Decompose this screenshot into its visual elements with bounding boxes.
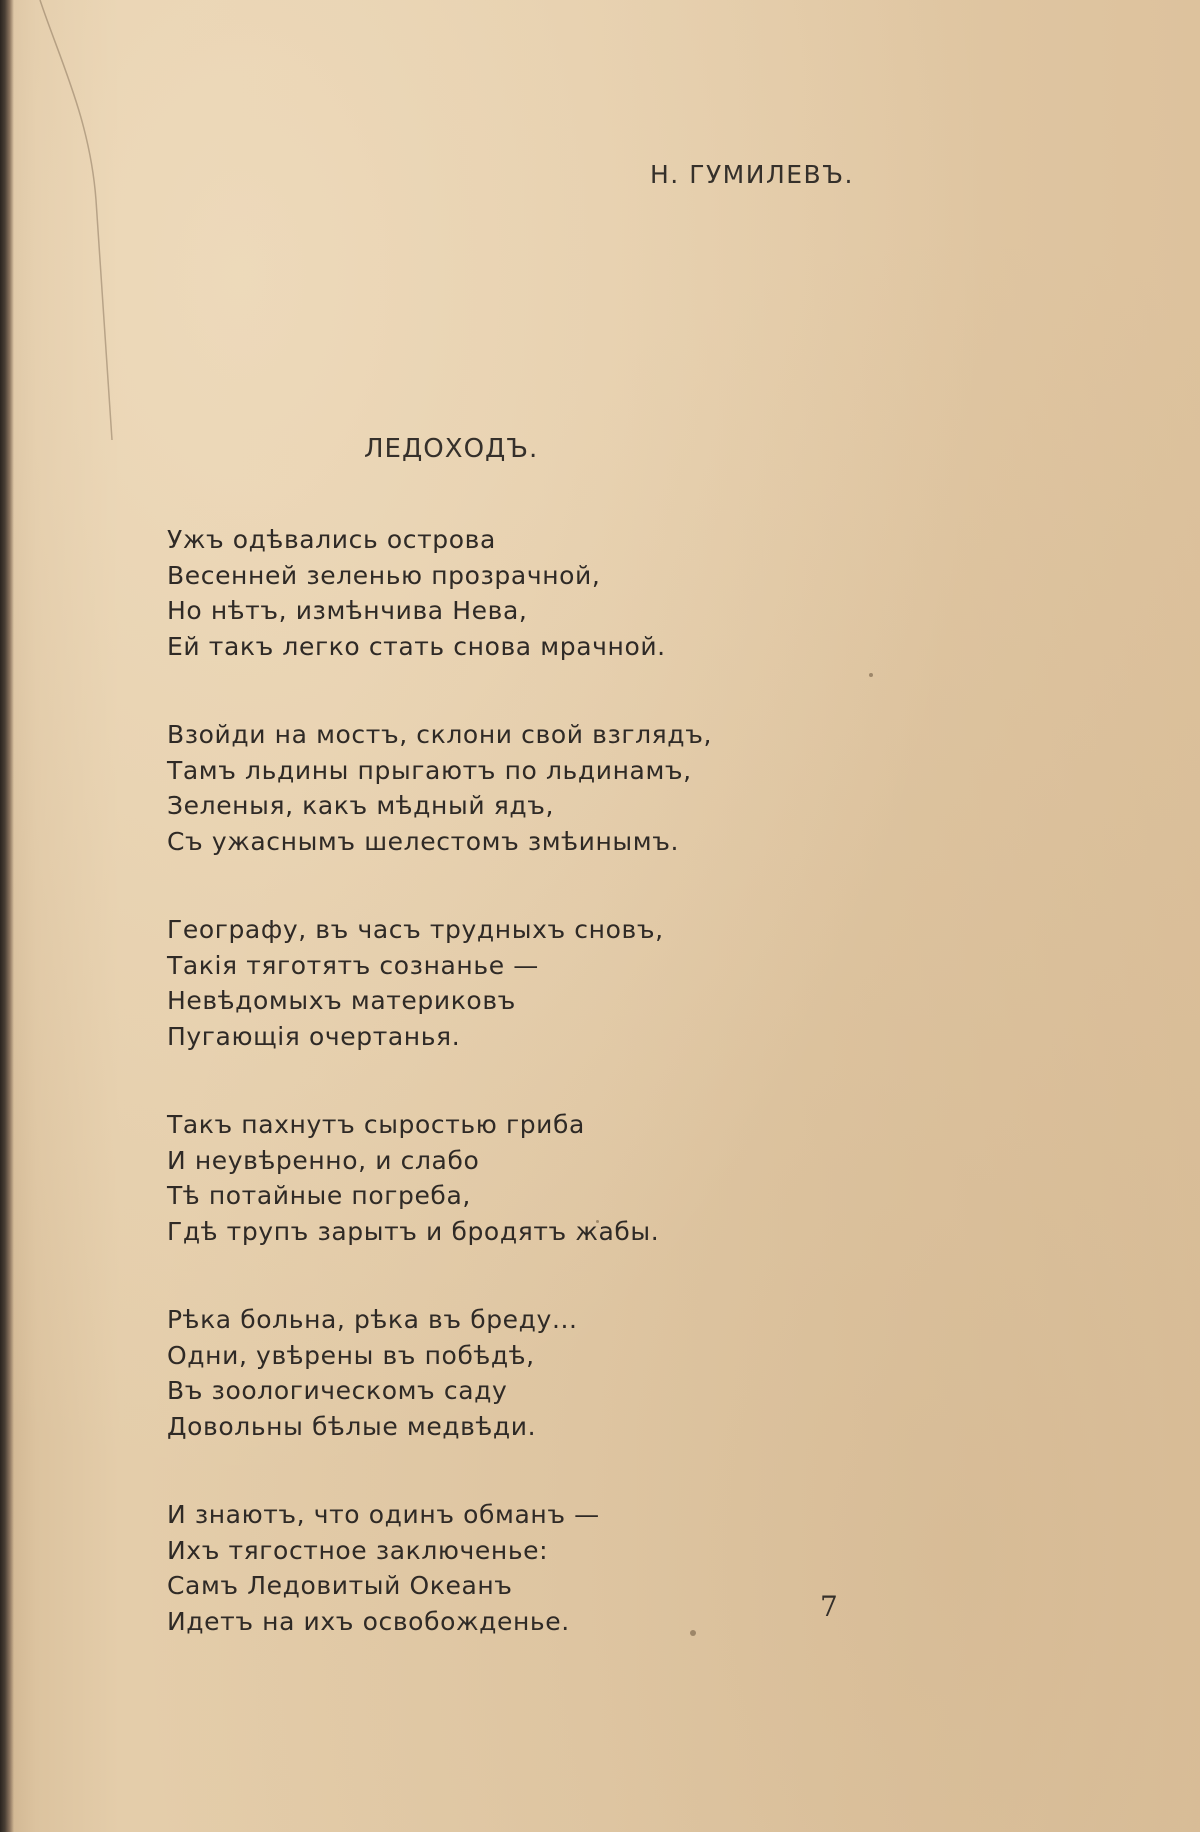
poem-line: Невѣдомыхъ материковъ (167, 986, 516, 1015)
poem-line: Тѣ потайные погреба, (167, 1181, 471, 1210)
poem-line: Такъ пахнутъ сыростью гриба (167, 1110, 585, 1139)
page-crease (0, 0, 140, 460)
poem-line: Съ ужаснымъ шелестомъ змѣинымъ. (167, 826, 680, 856)
stanza (167, 1497, 1067, 1639)
poem-line: Довольны бѣлые медвѣди. (167, 1411, 537, 1441)
poem-line: Рѣка больна, рѣка въ бреду... (167, 1305, 578, 1334)
poem-line: Весенней зеленью прозрачной, (167, 560, 601, 590)
poem-line: Идетъ на ихъ освобожденье. (167, 1606, 570, 1636)
author-name: Н. ГУМИЛЕВЪ. (650, 160, 854, 189)
poem-line: И знаютъ, что одинъ обманъ — (167, 1500, 600, 1529)
poem-line: Въ зоологическомъ саду (167, 1376, 508, 1405)
poem-title: ЛЕДОХОДЪ. (364, 434, 539, 464)
paper-speck (690, 1630, 696, 1636)
poem-line: Ей такъ легко стать снова мрачной. (167, 631, 666, 661)
poem-line: Одни, увѣрены въ побѣдѣ, (167, 1340, 535, 1370)
stanza (167, 912, 1067, 1054)
poem-line: Ихъ тягостное заключенье: (167, 1535, 549, 1565)
poem-line: И неувѣренно, и слабо (167, 1145, 480, 1175)
paper-speck (596, 1220, 599, 1223)
poem-body (167, 522, 1067, 1692)
page-number: 7 (820, 1590, 838, 1623)
stanza (167, 522, 1067, 664)
poem-line: Зеленыя, какъ мѣдный ядъ, (167, 791, 555, 820)
stanza (167, 1302, 1067, 1444)
poem-line: Пугающія очертанья. (167, 1021, 461, 1051)
poem-line: Ужъ одѣвались острова (167, 525, 496, 554)
poem-line: Самъ Ледовитый Океанъ (167, 1571, 513, 1600)
paper-speck (869, 673, 873, 677)
stanza (167, 717, 1067, 859)
poem-line: Тамъ льдины прыгаютъ по льдинамъ, (167, 755, 692, 785)
poem-line: Географу, въ часъ трудныхъ сновъ, (167, 915, 664, 944)
poem-line: Такія тяготятъ сознанье — (167, 950, 539, 980)
poem-line: Взойди на мостъ, склони свой взглядъ, (167, 720, 713, 749)
poem-line: Но нѣтъ, измѣнчива Нева, (167, 596, 528, 625)
poem-line: Гдѣ трупъ зарытъ и бродятъ жабы. (167, 1216, 660, 1246)
stanza (167, 1107, 1067, 1249)
